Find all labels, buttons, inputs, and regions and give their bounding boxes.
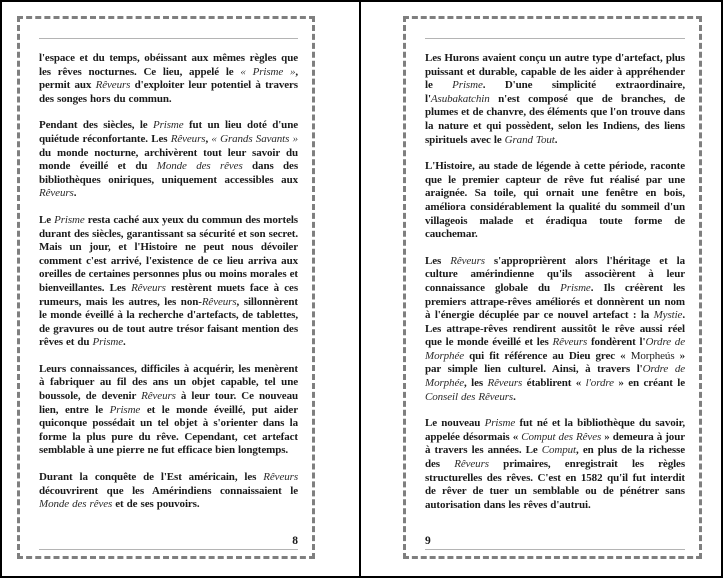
- header-rule: [425, 38, 685, 39]
- text-run: primaires, enregistrait les règles structurelles des rêves. C'est en 1582 qu'il fut interdit de rêver de tuer un semblable ou de pénétrer sans autorisation dans les rêves d'autrui.: [425, 458, 685, 511]
- text-run: n'est composé que de branches, de plumes et de chanvre, des éléments que l'on trouve dans la nature et qui possèdent, selon les Indiens, des liens spirituels avec le: [425, 92, 685, 146]
- footer-rule: [39, 549, 298, 550]
- footer-rule: [425, 549, 685, 550]
- text-run: Prisme: [92, 336, 124, 349]
- text-run: Rêveurs: [450, 254, 485, 267]
- page-left-dashed-border: [17, 16, 315, 559]
- paragraph: [39, 471, 298, 512]
- page-left: [2, 2, 361, 576]
- text-run: « Prisme »: [240, 65, 296, 78]
- text-run: Rêveurs: [39, 187, 74, 200]
- text-run: Durant la conquête de l'Est américain, les: [39, 471, 264, 484]
- text-run: .: [513, 390, 516, 403]
- text-run: Rêveurs: [201, 295, 237, 308]
- paragraph: [39, 52, 298, 106]
- text-run: .: [73, 187, 77, 200]
- text-run: Rêveurs: [131, 281, 166, 294]
- text-run: Prisme: [54, 213, 85, 226]
- page-right-dashed-border: [403, 16, 702, 559]
- text-run: Rêveurs: [263, 471, 298, 484]
- paragraph: [425, 160, 685, 242]
- text-run: l'espace et du temps, obéissant aux mêmes règles que les rêves nocturnes. Ce lieu, appelé le: [39, 52, 298, 78]
- text-run: du monde nocturne, archivèrent tout leur savoir du monde éveillé et du: [39, 146, 298, 173]
- text-run: fut né et la bibliothèque du savoir, appelée désormais «: [425, 417, 685, 443]
- text-run: .: [554, 133, 558, 146]
- text-run: ,: [205, 132, 212, 145]
- text-run: fondèrent l': [587, 336, 646, 349]
- text-run: . Ils créèrent les premiers attrape-rêves améliorés et donnèrent un nom à l'énergie décuplée par ce nouvel artefact : la: [425, 281, 685, 322]
- text-run: restèrent muets face à ces rumeurs, mais les autres, les non-: [39, 281, 298, 308]
- text-run: , sillonnèrent le monde éveillé à la recherche d'artefacts, de tablettes, de gravures ou de tout autre trésor faisant mention des rêves et du: [39, 295, 298, 349]
- page-left-footer: [39, 535, 298, 550]
- text-run: Rêveurs: [454, 458, 489, 471]
- text-run: » en créant le: [613, 377, 685, 390]
- text-run: . Les attrape-rêves rendirent aussitôt le rêve aussi réel que le monde éveillé et les: [425, 309, 685, 349]
- text-run: Prisme: [153, 119, 184, 132]
- text-run: Le: [39, 213, 55, 226]
- text-run: Les: [425, 254, 451, 267]
- text-run: Rêveurs: [487, 377, 523, 390]
- text-run: Monde des rêves: [156, 160, 243, 173]
- text-run: » demeura à jour à travers les années. Le: [425, 430, 685, 457]
- text-run: dans des bibliothèques oniriques, uniquement accessibles aux: [39, 160, 298, 186]
- text-run: Prisme: [109, 403, 141, 416]
- text-run: Comput des Rêves: [521, 430, 602, 443]
- text-run: .: [123, 336, 126, 349]
- text-run: , permit aux: [39, 65, 298, 92]
- text-run: et le monde éveillé, put aider quiconque possédait un tel objet à s'orienter dans la forme la plus pure du rêve. Cependant, cet artefact semblable à une pierre ne fut efficace bien longtemps.: [39, 403, 298, 457]
- text-run: Rêveurs: [141, 390, 176, 403]
- text-run: . D'une simplicité extraordinaire, l': [425, 79, 685, 105]
- text-run: Pendant des siècles, le: [39, 119, 153, 132]
- text-run: Ordre de Morphée: [425, 363, 685, 390]
- text-run: fut un lieu doté d'une quiétude réconfortante. Les: [39, 119, 298, 145]
- text-run: Monde des rêves: [39, 498, 113, 511]
- text-run: établirent «: [522, 377, 586, 390]
- paragraph: [425, 417, 685, 512]
- page-right: [361, 2, 721, 576]
- text-run: Rêveurs: [95, 79, 131, 92]
- text-run: Prisme: [452, 79, 483, 92]
- text-run: Rêveurs: [552, 336, 588, 349]
- paragraph: [39, 119, 298, 201]
- page-right-footer: [425, 535, 685, 550]
- text-run: Les Hurons avaient conçu un autre type d'artefact, plus puissant et durable, capable de les aider à appréhender le: [425, 52, 685, 92]
- text-run: découvrirent que les Amérindiens connaissaient le: [39, 484, 298, 497]
- text-run: Prisme: [484, 417, 516, 430]
- text-run: , en plus de la richesse des: [425, 444, 685, 471]
- page-right-content: [425, 52, 685, 535]
- text-run: s'approprièrent alors l'héritage et la culture amérindienne qu'ils associèrent à leur connaissance globale du: [425, 254, 685, 294]
- page-number: 9: [425, 535, 431, 547]
- text-run: l'ordre: [585, 377, 614, 390]
- text-run: resta caché aux yeux du commun des mortels durant des siècles, garantissant sa sécurité et son secret. Mais un jour, et l'Histoire ne peut nous dévoiler comment c'est arrivé, l'existence de ce lieu arriva aux oreilles de certaines personnes plus ou moins morales et bienveillantes. Les: [39, 213, 298, 294]
- header-rule: [39, 38, 298, 39]
- paragraph: [39, 363, 298, 458]
- text-run: Prisme: [560, 281, 591, 294]
- text-run: Grand Tout: [504, 133, 555, 146]
- text-run: à leur tour. Ce nouveau lien, entre le: [39, 390, 298, 416]
- text-run: Conseil des Rêveurs: [425, 390, 514, 403]
- text-run: Ordre de Morphée: [425, 336, 685, 362]
- text-run: Le nouveau: [425, 417, 485, 430]
- text-run: Rêveurs: [170, 132, 206, 145]
- text-run: , les: [464, 377, 488, 390]
- text-run: Mystie: [653, 309, 683, 322]
- text-run: Morpheús: [630, 349, 675, 362]
- paragraph: [39, 214, 298, 350]
- text-run: Leurs connaissances, difficiles à acquérir, les menèrent à fabriquer au fil des ans un objet capable, tel une boussole, de devenir: [39, 362, 298, 403]
- text-run: L'Histoire, au stade de légende à cette période, raconte que le premier capteur de rêve fut réalisé par une araignée. Sa toile, qui ornait une fenêtre en bois, améliora considérablement la qualité du sommeil d'un villageois malade et éradiqua toute forme de cauchemar.: [425, 160, 685, 241]
- text-run: Comput: [541, 444, 577, 457]
- paragraph: [425, 52, 685, 147]
- page-left-content: [39, 52, 298, 535]
- text-run: Asubakatchin: [430, 92, 490, 105]
- text-run: d'exploiter leur potentiel à travers des songes hors du commun.: [39, 79, 298, 105]
- text-run: « Grands Savants »: [211, 132, 298, 145]
- text-run: qui fit référence au Dieu grec «: [464, 349, 631, 362]
- text-run: et de ses pouvoirs.: [112, 498, 200, 511]
- text-run: » par simple lien culturel. Ainsi, à travers l': [425, 349, 685, 376]
- paragraph: [425, 255, 685, 405]
- page-number: 8: [292, 535, 298, 547]
